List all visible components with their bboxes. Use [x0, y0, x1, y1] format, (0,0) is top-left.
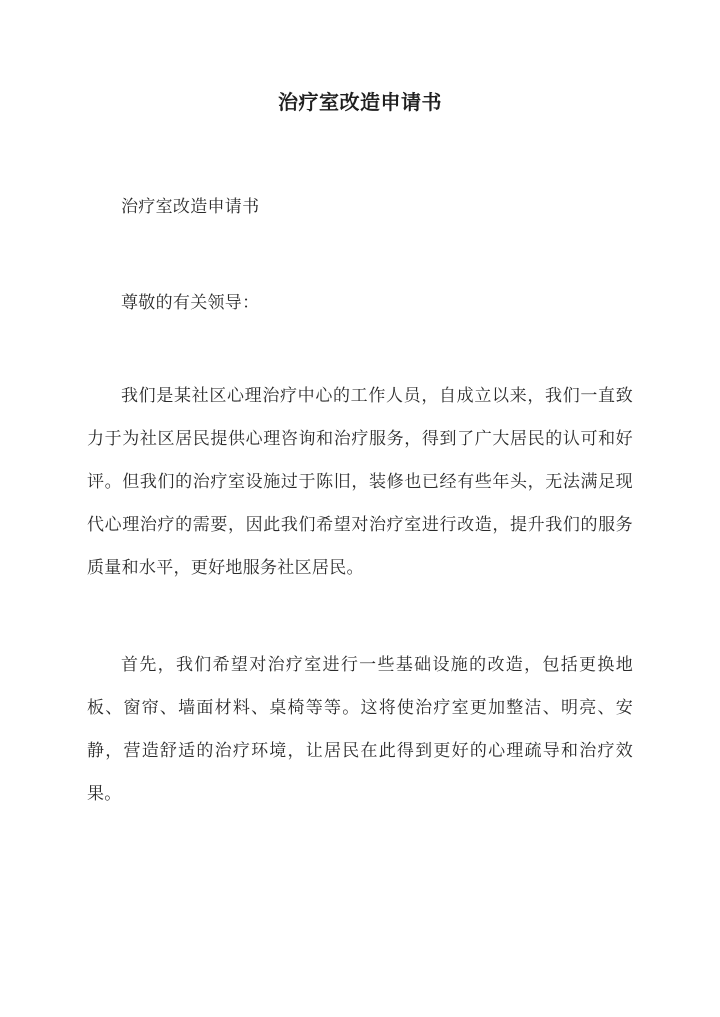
- salutation: 尊敬的有关领导：: [121, 293, 260, 313]
- document-subtitle: 治疗室改造申请书: [121, 197, 260, 217]
- body-paragraph: 我们是某社区心理治疗中心的工作人员，自成立以来，我们一直致力于为社区居民提供心理咨询和治疗服务，得到了广大居民的认可和好评。但我们的治疗室设施过于陈旧，装修也已经有些年头，无法满足现代心理治疗的需要，因此我们希望对治疗室进行改造，提升我们的服务质量和水平，更好地服务社区居民。: [87, 386, 633, 578]
- document-title: 治疗室改造申请书: [278, 90, 442, 114]
- body-paragraph: 首先，我们希望对治疗室进行一些基础设施的改造，包括更换地板、窗帘、墙面材料、桌椅等等。这将使治疗室更加整洁、明亮、安静，营造舒适的治疗环境，让居民在此得到更好的心理疏导和治疗效果。: [87, 655, 633, 804]
